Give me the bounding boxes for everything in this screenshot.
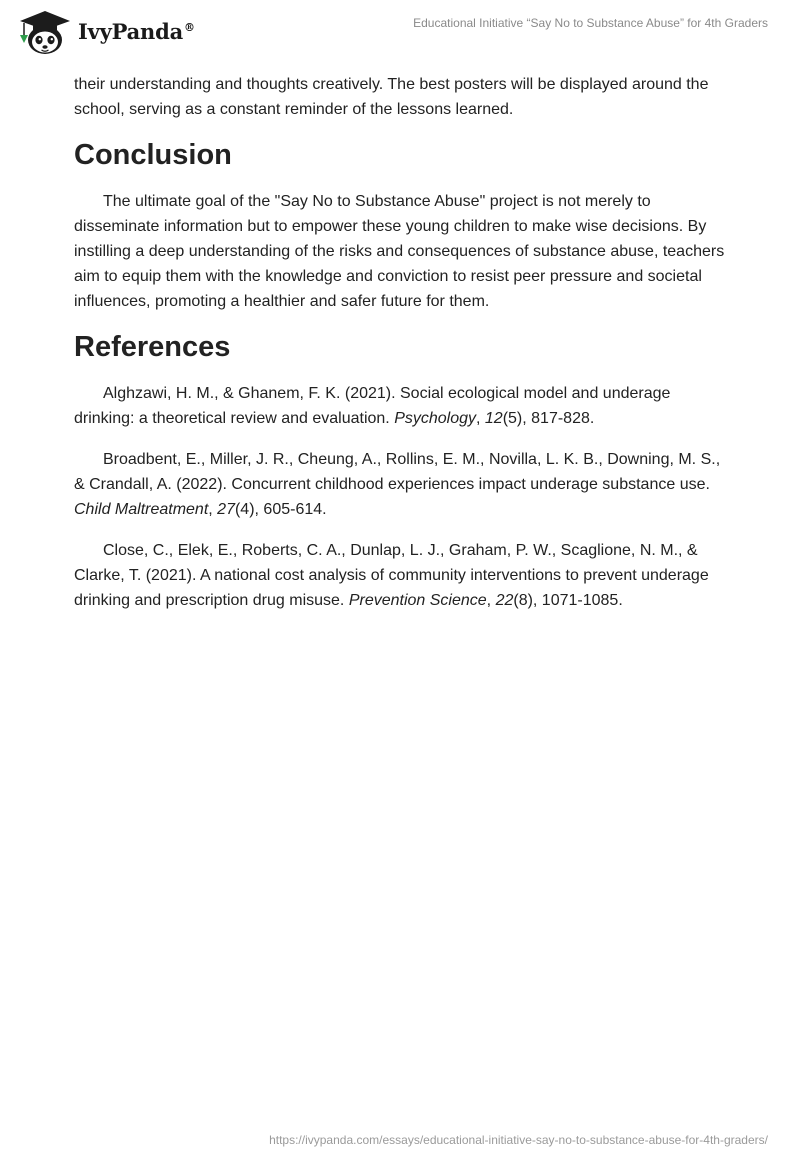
reference-sep: , <box>476 410 485 427</box>
reference-sep: , <box>208 501 218 518</box>
reference-journal: Psychology <box>394 410 477 427</box>
document-title: Educational Initiative “Say No to Substance Abuse” for 4th Graders <box>413 16 768 30</box>
reference-text: Alghzawi, H. M., & Ghanem, F. K. (2021). Social ecological model and underage drinking: a theoretical review and evaluation. <box>74 385 671 427</box>
reference-sep: , <box>486 592 496 609</box>
reference-volume: 22 <box>495 592 514 609</box>
intro-paragraph: their understanding and thoughts creatively. The best posters will be displayed around the school, serving as a constant reminder of the lessons learned. <box>74 76 709 118</box>
registered-mark: ® <box>184 21 195 34</box>
conclusion-paragraph: The ultimate goal of the "Say No to Substance Abuse" project is not merely to disseminate information but to empower these young children to make wise decisions. By instilling a deep understanding of the risks and consequences of substance abuse, teachers aim to equip them with the knowledge and conviction to resist peer pressure and societal influences, promoting a healthier and safer future for them. <box>74 193 725 310</box>
page-header <box>0 0 800 66</box>
references-heading: References <box>74 331 231 363</box>
reference-rest: (5), 817-828. <box>502 410 595 427</box>
reference-text: Close, C., Elek, E., Roberts, C. A., Dunlap, L. J., Graham, P. W., Scaglione, N. M., & Clarke, T. (2021). A national cost analysis of community interventions to prevent underage drinking and prescription drug misuse. <box>74 542 709 609</box>
panda-graduate-icon <box>14 8 76 58</box>
reference-text: Broadbent, E., Miller, J. R., Cheung, A., Rollins, E. M., Novilla, L. K. B., Downing, M. S., & Crandall, A. (2022). Concurrent childhood experiences impact underage substance use. <box>74 451 721 493</box>
reference-journal: Child Maltreatment <box>74 501 209 518</box>
reference-rest: (8), 1071-1085. <box>513 592 623 609</box>
reference-item <box>74 447 734 522</box>
reference-item <box>74 381 734 431</box>
reference-volume: 27 <box>217 501 235 518</box>
reference-volume: 12 <box>484 410 503 427</box>
ivypanda-logo[interactable] <box>14 8 194 58</box>
reference-journal: Prevention Science <box>348 592 487 609</box>
logo-text: IvyPanda® <box>78 19 195 44</box>
source-url-link[interactable]: https://ivypanda.com/essays/educational-initiative-say-no-to-substance-abuse-for-4th-graders/ <box>269 1133 768 1147</box>
reference-rest: (4), 605-614. <box>234 501 327 518</box>
document-body <box>74 72 734 629</box>
conclusion-heading: Conclusion <box>74 139 232 171</box>
reference-item <box>74 538 734 613</box>
